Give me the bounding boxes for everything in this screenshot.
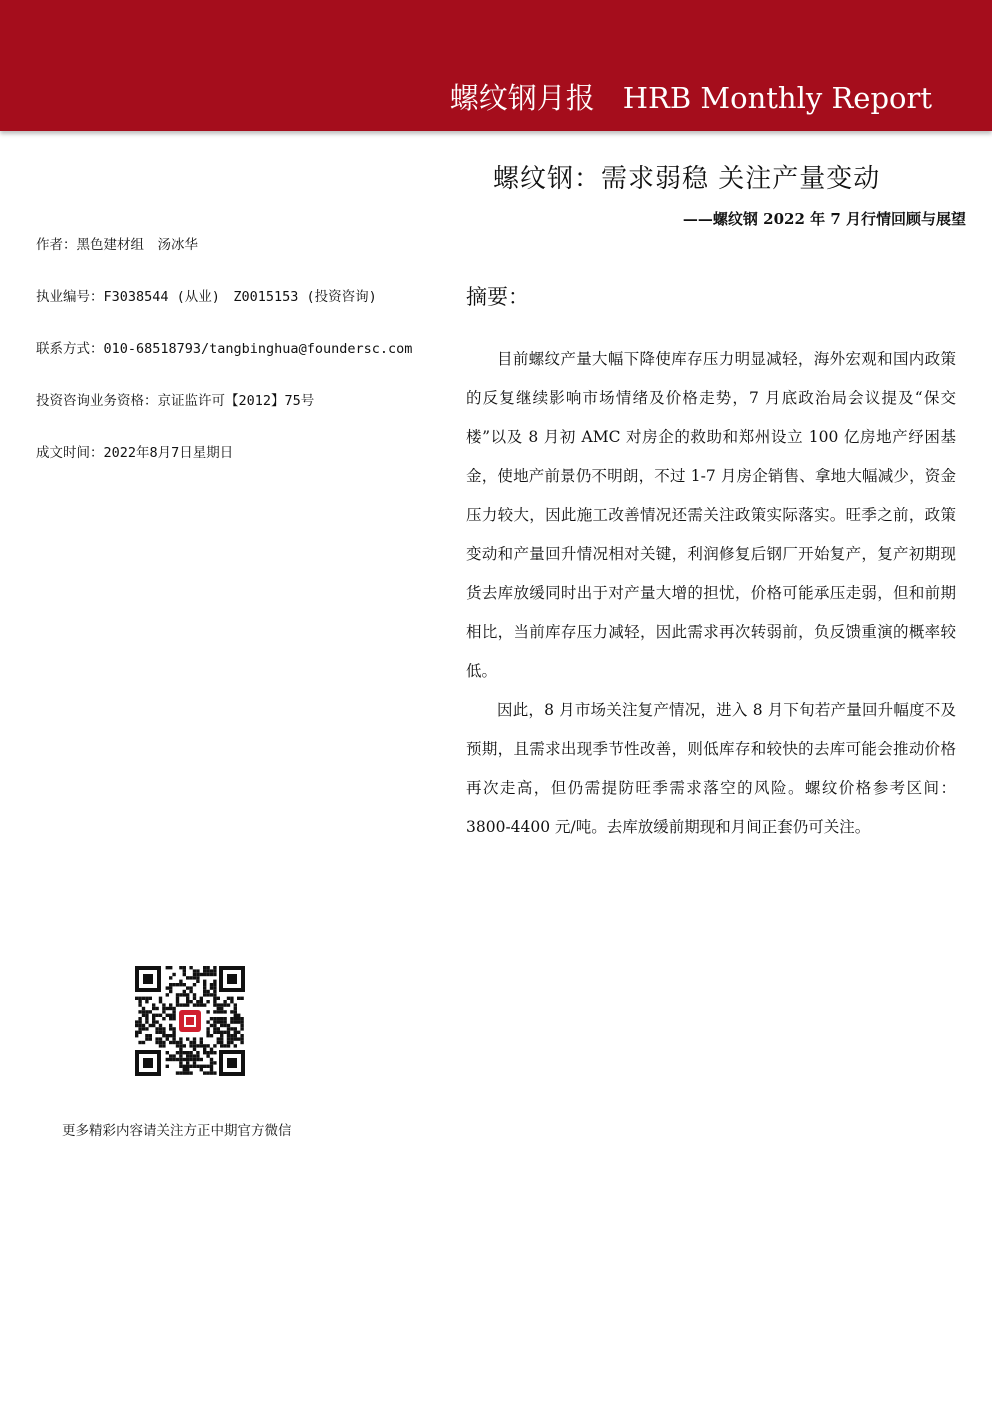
- summary-body: [466, 340, 956, 847]
- report-subtitle: ——螺纹钢 2022 年 7 月行情回顾与展望: [682, 210, 966, 228]
- wechat-qr-code-icon: [135, 966, 245, 1076]
- header-title-en: HRB Monthly Report: [622, 81, 932, 115]
- header-title: [450, 76, 932, 117]
- summary-paragraph: 目前螺纹产量大幅下降使库存压力明显减轻，海外宏观和国内政策的反复继续影响市场情绪及价格走势，7 月底政治局会议提及“保交楼”以及 8 月初 AMC 对房企的救助和郑州设立 100 亿房地产纾困基金，使地产前景仍不明朗，不过 1-7 月房企销售、拿地大幅减少，资金压力较大，因此施工改善情况还需关注政策实际落实。旺季之前，政策变动和产量回升情况相对关键，利润修复后钢厂开始复产，复产初期现货去库放缓同时出于对产量大增的担忧，价格可能承压走弱，但和前期相比，当前库存压力减轻，因此需求再次转弱前，负反馈重演的概率较低。: [466, 350, 956, 680]
- meta-contact: 联系方式：010-68518793/tangbinghua@foundersc.com: [36, 341, 413, 357]
- meta-qualification: 投资咨询业务资格：京证监许可【2012】75号: [36, 393, 315, 409]
- qr-caption: 更多精彩内容请关注方正中期官方微信: [62, 1123, 292, 1139]
- summary-heading: 摘要：: [466, 285, 529, 309]
- header-title-cn: 螺纹钢月报: [449, 81, 595, 115]
- meta-author: 作者：黑色建材组 汤冰华: [36, 237, 198, 253]
- report-title: 螺纹钢：需求弱稳 关注产量变动: [493, 164, 881, 194]
- header-band: [0, 0, 992, 131]
- meta-license: 执业编号：F3038544 (从业) Z0015153 (投资咨询): [36, 289, 377, 305]
- meta-date: 成文时间：2022年8月7日星期日: [36, 445, 234, 461]
- summary-paragraph: 因此，8 月市场关注复产情况，进入 8 月下旬若产量回升幅度不及预期，且需求出现季节性改善，则低库存和较快的去库可能会推动价格再次走高，但仍需提防旺季需求落空的风险。螺纹价格参考区间：3800-4400 元/吨。去库放缓前期现和月间正套仍可关注。: [466, 701, 956, 836]
